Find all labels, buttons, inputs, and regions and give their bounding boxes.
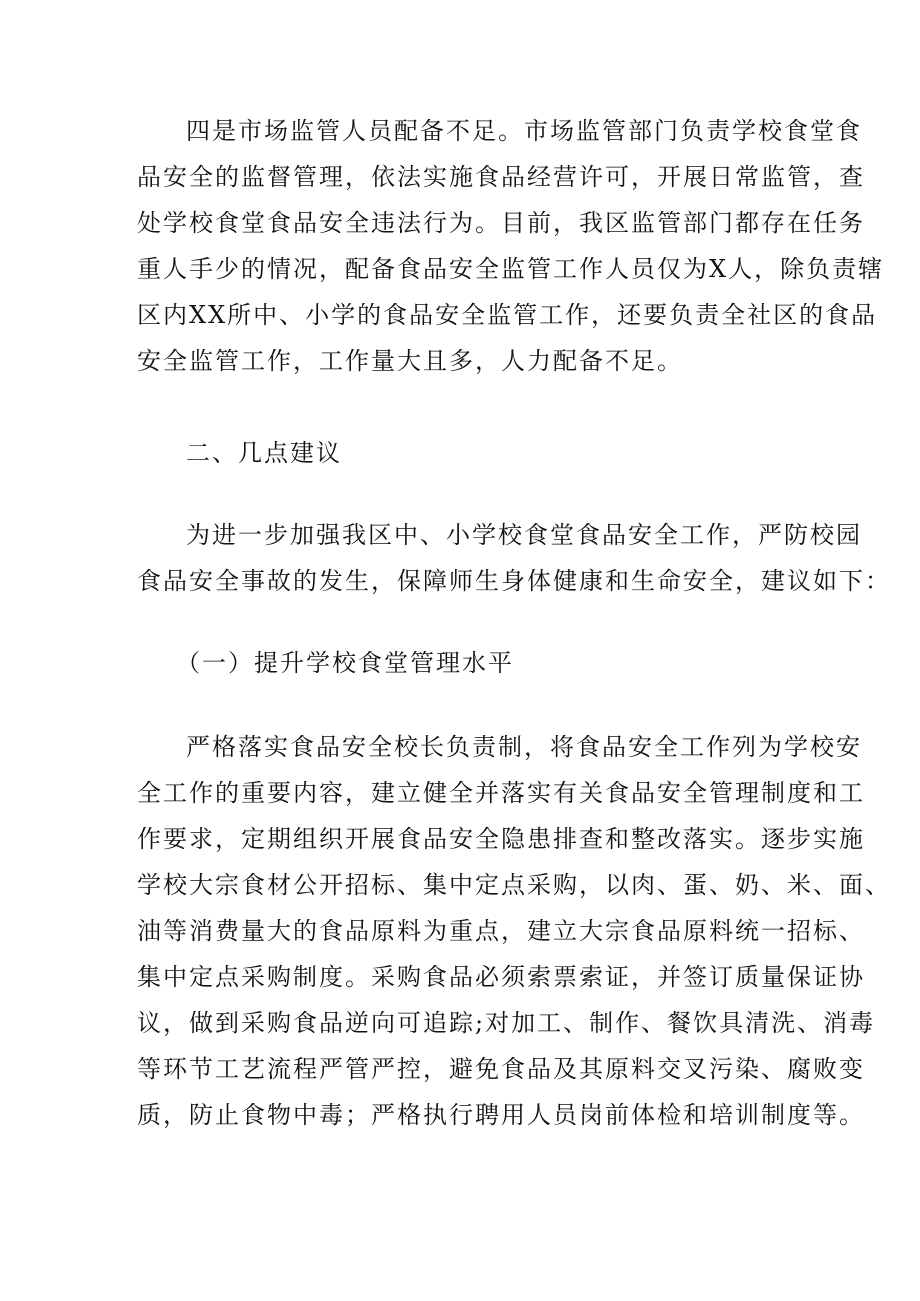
paragraph-5-line-3: 作要求，定期组织开展食品安全隐患排查和整改落实。逐步实施 <box>137 825 865 853</box>
section-heading: 二、几点建议 <box>186 439 342 467</box>
paragraph-4-line-5: 区内XX所中、小学的食品安全监管工作，还要负责全社区的食品 <box>137 301 878 329</box>
paragraph-5-line-1: 严格落实食品安全校长负责制，将食品安全工作列为学校安 <box>186 733 862 761</box>
paragraph-5-line-8: 等环节工艺流程严管严控，避免食品及其原料交叉污染、腐败变 <box>137 1055 865 1083</box>
subheading-1: （一）提升学校食堂管理水平 <box>176 649 514 677</box>
paragraph-5-line-5: 油等消费量大的食品原料为重点，建立大宗食品原料统一招标、 <box>137 917 865 945</box>
paragraph-5-line-4: 学校大宗食材公开招标、集中定点采购，以肉、蛋、奶、米、面、 <box>137 871 891 899</box>
paragraph-5-line-2: 全工作的重要内容，建立健全并落实有关食品安全管理制度和工 <box>137 779 865 807</box>
paragraph-4-line-3: 处学校食堂食品安全违法行为。目前，我区监管部门都存在任务 <box>137 209 865 237</box>
paragraph-4-line-4: 重人手少的情况，配备食品安全监管工作人员仅为X人，除负责辖 <box>137 255 885 283</box>
paragraph-4-line-1: 四是市场监管人员配备不足。市场监管部门负责学校食堂食 <box>186 117 862 145</box>
paragraph-4-line-6: 安全监管工作，工作量大且多，人力配备不足。 <box>137 347 683 375</box>
paragraph-5-line-9: 质，防止食物中毒；严格执行聘用人员岗前体检和培训制度等。 <box>137 1101 865 1129</box>
intro-paragraph-line-1: 为进一步加强我区中、小学校食堂食品安全工作，严防校园 <box>186 521 862 549</box>
paragraph-4-line-2: 品安全的监督管理，依法实施食品经营许可，开展日常监管，查 <box>137 163 865 191</box>
paragraph-5-line-6: 集中定点采购制度。采购食品必须索票索证，并签订质量保证协 <box>137 963 865 991</box>
paragraph-5-line-7: 议，做到采购食品逆向可追踪;对加工、制作、餐饮具清洗、消毒 <box>137 1009 876 1037</box>
intro-paragraph-line-2: 食品安全事故的发生，保障师生身体健康和生命安全，建议如下： <box>137 567 891 595</box>
